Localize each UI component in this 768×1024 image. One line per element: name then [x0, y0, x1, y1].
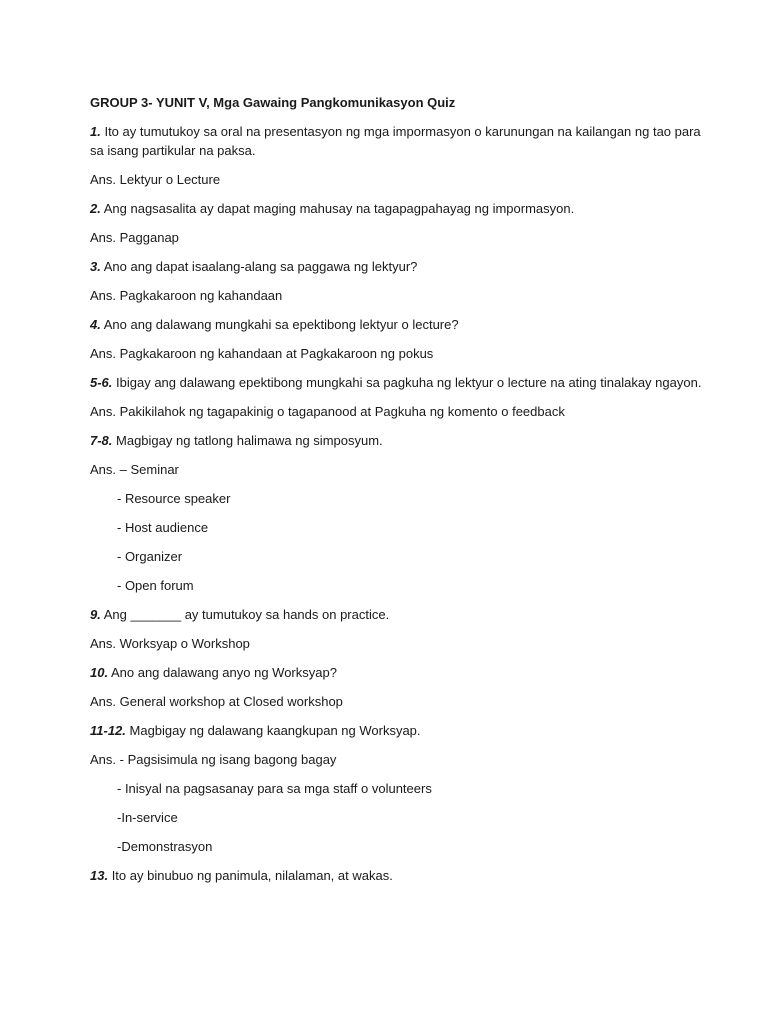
question-number: 10.: [90, 665, 109, 680]
question-number: 2.: [90, 201, 101, 216]
answer-subitem: - Organizer: [117, 549, 183, 564]
question-number: 9.: [90, 607, 101, 622]
answer-subitem: - Inisyal na pagsasanay para sa mga staff o volunteers: [117, 781, 432, 796]
answer-6: Ans. – Seminar: [90, 462, 179, 477]
question-text: Magbigay ng tatlong halimawa ng simposyum.: [112, 433, 383, 448]
question-2: [90, 199, 708, 218]
question-text: Ito ay tumutukoy sa oral na presentasyon ng mga impormasyon o karunungan na kailangan ng tao para sa isang partikular na paksa.: [90, 124, 701, 158]
question-9: [90, 721, 708, 740]
answer-subitem: - Open forum: [117, 578, 194, 593]
answer-subitem: - Host audience: [117, 520, 209, 535]
question-number: 13.: [90, 868, 109, 883]
question-6: [90, 431, 708, 450]
answer-4: Ans. Pagkakaroon ng kahandaan at Pagkakaroon ng pokus: [90, 346, 434, 361]
answer-2: Ans. Pagganap: [90, 230, 179, 245]
answer-9: Ans. - Pagsisimula ng isang bagong bagay: [90, 752, 337, 767]
answer-subitem: - Resource speaker: [117, 491, 231, 506]
question-text: Ano ang dalawang anyo ng Worksyap?: [108, 665, 337, 680]
question-7: [90, 605, 708, 624]
question-10: [90, 866, 708, 885]
question-text: Ano ang dalawang mungkahi sa epektibong lektyur o lecture?: [100, 317, 459, 332]
answer-5: Ans. Pakikilahok ng tagapakinig o tagapanood at Pagkuha ng komento o feedback: [90, 404, 565, 419]
question-4: [90, 315, 708, 334]
question-5: [90, 373, 708, 392]
answer-1: Ans. Lektyur o Lecture: [90, 172, 221, 187]
answer-subitem: -In-service: [117, 810, 178, 825]
question-number: 3.: [90, 259, 101, 274]
quiz-items: [90, 122, 708, 885]
quiz-title: GROUP 3- YUNIT V, Mga Gawaing Pangkomunikasyon Quiz: [90, 95, 456, 110]
question-number: 5-6.: [90, 375, 113, 390]
answer-3: Ans. Pagkakaroon ng kahandaan: [90, 288, 283, 303]
answer-7: Ans. Worksyap o Workshop: [90, 636, 250, 651]
question-8: [90, 663, 708, 682]
question-text: Ito ay binubuo ng panimula, nilalaman, at wakas.: [108, 868, 393, 883]
answer-subitem: -Demonstrasyon: [117, 839, 213, 854]
question-text: Ang nagsasalita ay dapat maging mahusay na tagapagpahayag ng impormasyon.: [100, 201, 575, 216]
question-text: Ano ang dapat isaalang-alang sa paggawa ng lektyur?: [100, 259, 418, 274]
question-number: 7-8.: [90, 433, 113, 448]
question-text: Ibigay ang dalawang epektibong mungkahi sa pagkuha ng lektyur o lecture na ating tinalakay ngayon.: [112, 375, 702, 390]
question-text: Magbigay ng dalawang kaangkupan ng Worksyap.: [125, 723, 421, 738]
question-3: [90, 257, 708, 276]
question-number: 11-12.: [90, 723, 126, 738]
answer-8: Ans. General workshop at Closed workshop: [90, 694, 343, 709]
question-number: 1.: [90, 124, 101, 139]
question-text: Ang _______ ay tumutukoy sa hands on practice.: [100, 607, 390, 622]
question-1: [90, 122, 708, 160]
question-number: 4.: [90, 317, 101, 332]
